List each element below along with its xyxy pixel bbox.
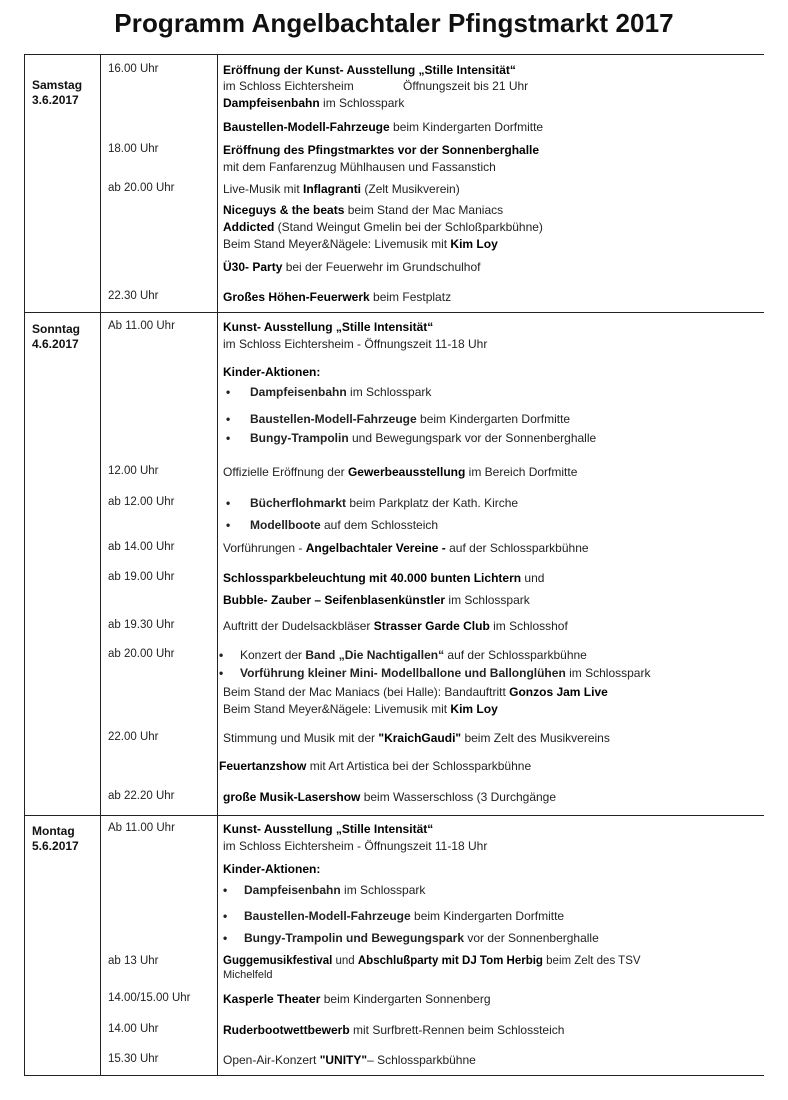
time-label: Ab 11.00 Uhr	[108, 822, 175, 834]
event-line: große Musik-Lasershow beim Wasserschloss (3 Durchgänge	[223, 790, 557, 804]
list-item: • Bücherflohmarkt beim Parkplatz der Kath. Kirche	[227, 496, 518, 510]
column-divider	[100, 54, 101, 1076]
list-item: • Vorführung kleiner Mini- Modellballone und Ballonglühen im Schlosspark	[223, 666, 650, 680]
schedule-table	[24, 54, 764, 1076]
time-label: ab 12.00 Uhr	[108, 496, 175, 508]
event-line: Ü30- Party bei der Feuerwehr im Grundschulhof	[223, 260, 481, 274]
event-line: Feuertanzshow mit Art Artistica bei der Schlossparkbühne	[219, 759, 532, 773]
event-line: im Schloss Eichtersheim Öffnungszeit bis 21 Uhr	[223, 79, 529, 93]
column-divider	[24, 54, 25, 1076]
event-line: Eröffnung der Kunst- Ausstellung „Stille Intensität“	[223, 63, 516, 77]
event-line: Beim Stand Meyer&Nägele: Livemusik mit Kim Loy	[223, 237, 498, 251]
event-line: Eröffnung des Pfingstmarktes vor der Sonnenberghalle	[223, 143, 540, 157]
event-line: Baustellen-Modell-Fahrzeuge beim Kindergarten Dorfmitte	[223, 120, 544, 134]
time-label: Ab 11.00 Uhr	[108, 320, 175, 332]
event-line: Bubble- Zauber – Seifenblasenkünstler im Schlosspark	[223, 593, 530, 607]
list-item: • Dampfeisenbahn im Schlosspark	[227, 385, 431, 399]
event-line: Niceguys & the beats beim Stand der Mac Maniacs	[223, 203, 504, 217]
list-item: • Konzert der Band „Die Nachtigallen“ auf der Schlossparkbühne	[223, 648, 587, 662]
event-line: Kinder-Aktionen:	[223, 365, 321, 379]
time-label: 22.30 Uhr	[108, 290, 159, 302]
day-label: Montag 5.6.2017	[32, 824, 79, 853]
column-divider	[217, 54, 218, 1076]
table-border-top	[24, 54, 764, 55]
time-label: 18.00 Uhr	[108, 143, 159, 155]
event-line: Auftritt der Dudelsackbläser Strasser Garde Club im Schlosshof	[223, 619, 568, 633]
list-item: • Modellboote auf dem Schlossteich	[227, 518, 438, 532]
event-line: Open-Air-Konzert "UNITY"– Schlossparkbühne	[223, 1053, 476, 1067]
time-label: 12.00 Uhr	[108, 465, 159, 477]
event-line: Dampfeisenbahn im Schlosspark	[223, 96, 405, 110]
event-line: Ruderbootwettbewerb mit Surfbrett-Rennen beim Schlossteich	[223, 1023, 565, 1037]
event-line: Kunst- Ausstellung „Stille Intensität“	[223, 822, 434, 836]
event-line: Beim Stand der Mac Maniacs (bei Halle): Bandauftritt Gonzos Jam Live	[223, 685, 608, 699]
list-item: • Baustellen-Modell-Fahrzeuge beim Kindergarten Dorfmitte	[227, 909, 564, 923]
time-label: 22.00 Uhr	[108, 731, 159, 743]
event-line: Kinder-Aktionen:	[223, 862, 321, 876]
event-line: Guggemusikfestival und Abschlußparty mit DJ Tom Herbig beim Zelt des TSV	[223, 955, 641, 967]
day-label: Sonntag 4.6.2017	[32, 322, 80, 351]
event-line: Stimmung und Musik mit der "KraichGaudi" beim Zelt des Musikvereins	[223, 731, 610, 745]
event-line: im Schloss Eichtersheim - Öffnungszeit 11-18 Uhr	[223, 337, 488, 351]
time-label: 15.30 Uhr	[108, 1053, 159, 1065]
time-label: ab 22.20 Uhr	[108, 790, 175, 802]
time-label: 16.00 Uhr	[108, 63, 159, 75]
day-label: Samstag 3.6.2017	[32, 78, 83, 107]
event-line: Offizielle Eröffnung der Gewerbeausstellung im Bereich Dorfmitte	[223, 465, 578, 479]
time-label: ab 19.30 Uhr	[108, 619, 175, 631]
time-label: ab 14.00 Uhr	[108, 541, 175, 553]
time-label: 14.00 Uhr	[108, 1023, 159, 1035]
table-border-bottom	[24, 1075, 764, 1076]
time-label: ab 20.00 Uhr	[108, 182, 175, 194]
time-label: ab 13 Uhr	[108, 955, 159, 967]
event-line: Addicted (Stand Weingut Gmelin bei der Schloßparkbühne)	[223, 220, 543, 234]
event-line: Großes Höhen-Feuerwerk beim Festplatz	[223, 290, 452, 304]
event-line: Kunst- Ausstellung „Stille Intensität“	[223, 320, 434, 334]
event-line: Live-Musik mit Inflagranti (Zelt Musikverein)	[223, 182, 460, 196]
event-line: Kasperle Theater beim Kindergarten Sonnenberg	[223, 992, 491, 1006]
event-line: Michelfeld	[223, 969, 273, 981]
row-divider	[24, 815, 764, 816]
list-item: • Bungy-Trampolin und Bewegungspark vor der Sonnenberghalle	[227, 931, 599, 945]
time-label: ab 20.00 Uhr	[108, 648, 175, 660]
event-line: im Schloss Eichtersheim - Öffnungszeit 11-18 Uhr	[223, 839, 488, 853]
row-divider	[24, 312, 764, 313]
page-title: Programm Angelbachtaler Pfingstmarkt 2017	[114, 8, 674, 38]
list-item: • Bungy-Trampolin und Bewegungspark vor der Sonnenberghalle	[227, 431, 596, 445]
event-line: mit dem Fanfarenzug Mühlhausen und Fassanstich	[223, 160, 496, 174]
event-line: Beim Stand Meyer&Nägele: Livemusik mit Kim Loy	[223, 702, 498, 716]
time-label: ab 19.00 Uhr	[108, 571, 175, 583]
time-label: 14.00/15.00 Uhr	[108, 992, 191, 1004]
event-line: Vorführungen - Angelbachtaler Vereine - auf der Schlossparkbühne	[223, 541, 589, 555]
list-item: • Dampfeisenbahn im Schlosspark	[227, 883, 425, 897]
event-line: Schlossparkbeleuchtung mit 40.000 bunten Lichtern und	[223, 571, 545, 585]
list-item: • Baustellen-Modell-Fahrzeuge beim Kindergarten Dorfmitte	[227, 412, 570, 426]
